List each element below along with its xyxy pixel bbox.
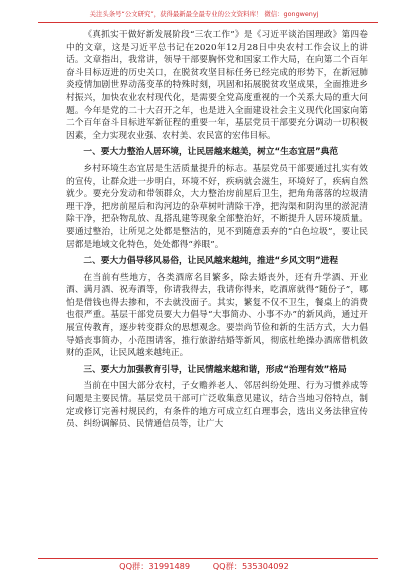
section-1-paragraph: 乡村环境生态宜居是生活质量提升的标志。基层党员干部要通过扎实有效的宣传，让群众进一步明白，环境不好，疾病就会滋生，环境好了，疾病自然就少。要充分发动和带领群众，大力整治房前屋后卫生，把角角落落的垃圾清理干净，把房前屋后和沟河边的杂草树叶清除干净，把沟渠和阴沟里的淤泥清除干净，把杂物乱放、乱搭乱建等现象全部整治好，不断提升人居环境质量。要通过整治，让所见之处都是整洁的，见不到随意丢弃的“白色垃圾”，要让民居都是地域文化特色，处处都得“养眼”。 bbox=[66, 163, 368, 250]
section-heading-2: 二、要大力倡导移风易俗，让民风越来越纯，推进“乡风文明”进程 bbox=[83, 256, 339, 267]
section-3-paragraph: 当前在中国大部分农村，子女赡养老人、邻居纠纷处理、行为习惯养成等问题是主要民情。基层党员干部可广泛收集意见建议，结合当地习俗特点，制定或修订完善村规民约，有条件的地方可成立红白理事会，选出义务法律宣传员、纠纷调解员、民情通信员等，让广大 bbox=[66, 381, 368, 430]
header-divider bbox=[38, 22, 378, 23]
section-2-paragraph: 在当前有些地方，各类酒席名目繁多，除去婚丧外，还有升学酒、开业酒、满月酒、祝寿酒等，你请我得去，我请你得来，吃酒席就得“随份子”，哪怕是借钱也得去掺和，不去就没面子。其实，繁复不仅不卫生，餐桌上的消费也很严重。基层干部党员要大力倡导“大事简办、小事不办”的新风尚，通过开展宣传教育，逐步转变群众的思想观念。要崇尚节俭和新的生活方式，大力倡导婚丧事简办，小范围请客，推行旅游结婚等新风，彻底杜绝操办酒席借机敛财的歪风，让民风越来越纯正。 bbox=[66, 272, 368, 359]
section-heading-3: 三、要大力加强教育引导，让民情越来越和谐，形成“治理有效”格局 bbox=[83, 364, 347, 375]
footer-qq-group-2: QQ群：535304092 bbox=[212, 561, 289, 571]
document-body bbox=[66, 29, 368, 431]
footer-divider bbox=[38, 558, 378, 559]
intro-paragraph: 《真抓实干做好新发展阶段“三农工作”》是《习近平谈治国理政》第四卷中的文章，这是习近平总书记在2020年12月28日中央农村工作会议上的讲话。文章指出，我常讲，领导干部要胸怀党和国家工作大局，在向第二个百年奋斗目标迈进的历史关口，在脱贫攻坚目标任务已经完成的形势下，在新冠肺炎疫情加剧世界动荡变革的特殊时刻，巩固和拓展脱贫攻坚成果，全面推进乡村振兴，加快农业农村现代化，是需要全党高度重视的一个关系大局的重大问题。今年是党的二十大召开之年，也是进入全面建设社会主义现代化国家向第二个百年奋斗目标进军新征程的重要一年，基层党员干部要充分调动一切积极因素，全力实现农业强、农村美、农民富的宏伟目标。 bbox=[66, 30, 368, 141]
footer bbox=[0, 560, 408, 572]
footer-qq-group-1: QQ群：31991489 bbox=[119, 561, 191, 571]
header-banner bbox=[0, 10, 408, 19]
section-heading-1: 一、要大力整治人居环境，让民居越来越美，树立“生态宜居”典范 bbox=[83, 147, 339, 158]
banner-text: 关注头条号“公文研究”，获得最新最全最专业的公文资料库！ 微信：gongwenyj bbox=[89, 10, 319, 18]
